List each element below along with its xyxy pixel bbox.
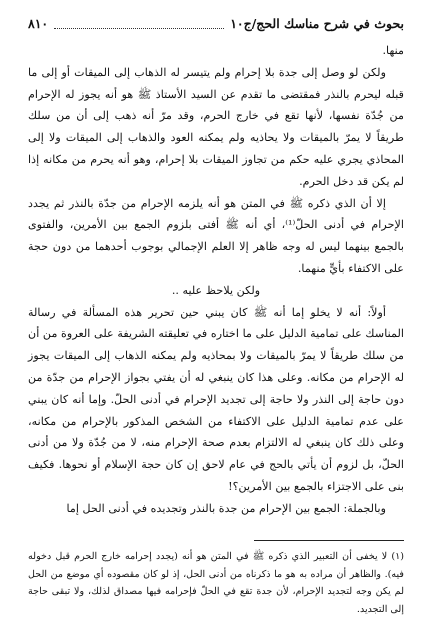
header-dotted-leader [54, 18, 224, 29]
footnote-separator [254, 540, 404, 541]
paragraph: منها. [382, 44, 404, 57]
paragraph: وبالجملة: الجمع بين الإحرام من جدة بالنذر وتجديده في أدنى الحل إما [66, 501, 386, 515]
paragraph: ولكن يلاحظ عليه .. [171, 283, 261, 297]
paragraph: إلا أن الذي ذكره ﷺ في المتن هو أنه يلزمه الإحرام من جدّة بالنذر ثم يجدد الإحرام في أدنى الحلّ⁽¹⁾، أي أنه ﷺ أفتى بلزوم الجمع بين الأمرين، والفتوى بالجمع بينهما ليس له وجه ظاهر إلا العلم الإجمالي بوجوب أحدهما من دون حجة على الاكتفاء بأيٍّ منهما. [28, 196, 404, 275]
footnotes [28, 548, 404, 618]
running-header [28, 14, 404, 32]
book-title: بحوث في شرح مناسك الحج/ج١٠ [230, 15, 404, 31]
paragraph: ولكن لو وصل إلى جدة بلا إحرام ولم يتيسر له الذهاب إلى الميقات أو إلى ما قبله ليحرم بالنذر فمقتضى ما تقدم عن السيد الأستاذ ﷺ هو أنه يجوز له الإحرام من جُدّة نفسها، لأنها تقع في خارج الحرم، وقد مرّ أنه ذهب إلى أن من سلك طريقاً لا يمرّ بالميقات ولا يحاذيه ولم يمكنه العود والذهاب إلى الميقات ولا إلى المحاذي يجري عليه حكم من تجاوز الميقات بلا إحرام، وهو أنه يحرم من مكانه إذا لم يكن قد دخل الحرم. [28, 65, 404, 188]
main-text [28, 40, 404, 520]
page-number: ٨١٠ [28, 15, 49, 31]
paragraph: أولاً: أنه لا يخلو إما أنه ﷺ كان يبني حين تحرير هذه المسألة في رسالة المناسك على تمامية الدليل على ما اختاره في تعليقته الشريفة على العروة من أن من سلك طريقاً لا يمرّ بالميقات ولا بمحاذيه ولم يمكنه الذهاب إلى الميقات يجوز له الإحرام من مكانه. وعلى هذا كان ينبغي له أن يفتي بجواز الإحرام من جدّة من دون حاجة إلى النذر ولا حاجة إلى تجديد الإحرام في أدنى الحلّ. وإما أنه كان يبني على عدم تمامية الدليل على الاكتفاء من الشخص المذكور بالإحرام من مكانه، وعلى ذلك كان ينبغي له الالتزام بعدم صحة الإحرام منه، لا من جُدّة ولا من أدنى الحلّ، بل لزوم أن يأتي بالحج في عام لاحق إن كان حجة الإسلام أو نحوها. فكيف بنى على الاجتزاء بالجمع بين الأمرين؟! [28, 305, 404, 493]
footnote: (١) لا يخفى أن التعبير الذي ذكره ﷺ في المتن هو أنه (يجدد إحرامه خارج الحرم قبل دخوله فيه). والظاهر أن مراده به هو ما ذكرناه من أدنى الحل، إذ لو كان مقصوده أي موضع من الحل لم يكن وجه لتجديد الإحرام، لأن جدة تقع في الحلّ فإحرامه فيها مصداق لذلك، ولا تبقى حاجة إلى التجديد. [28, 551, 404, 615]
